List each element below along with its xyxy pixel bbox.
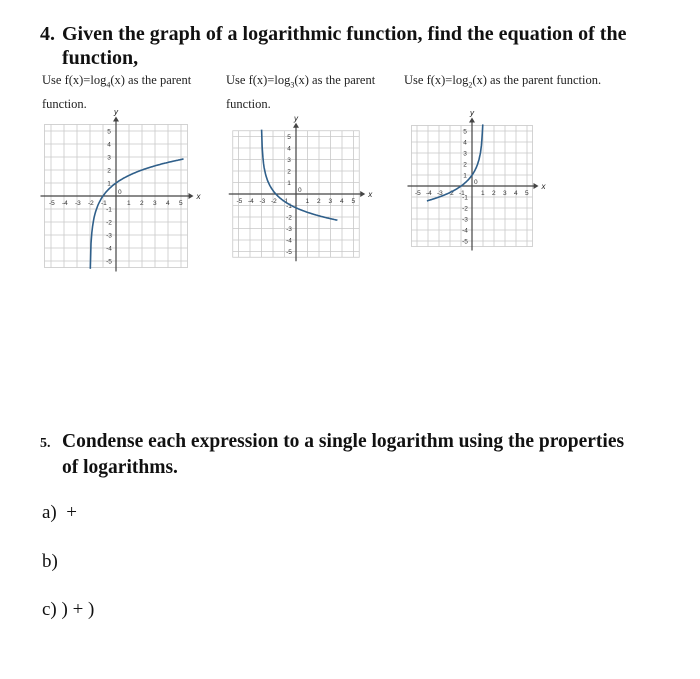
y-tick-label: 3	[287, 157, 291, 164]
log-curve	[427, 124, 483, 200]
caption-graph-3	[404, 71, 601, 95]
x-tick-label: -3	[437, 190, 443, 197]
x-tick-label: -4	[248, 198, 254, 205]
part-c-expression: ) + )	[61, 599, 95, 620]
question-4-line-1: Given the graph of a logarithmic function, find the equation of the	[62, 23, 627, 45]
question-5	[40, 430, 680, 480]
caption-3-base: 2	[468, 80, 473, 90]
y-tick-label: -4	[286, 237, 292, 245]
caption-2-line-2: function.	[226, 96, 271, 111]
graph-3	[404, 104, 544, 254]
y-axis-arrow	[469, 118, 475, 123]
caption-2-prefix: Use f(x)=log	[226, 73, 291, 87]
origin-label: 0	[118, 189, 122, 196]
x-tick-label: -1	[459, 190, 465, 197]
question-5-line-2: of logarithms.	[62, 457, 178, 478]
part-a-label: a)	[42, 502, 57, 523]
y-tick-label: 3	[463, 150, 467, 158]
question-4-line-2: function,	[62, 47, 139, 69]
x-tick-label: 4	[514, 190, 518, 197]
x-tick-label: 5	[179, 200, 183, 207]
part-a-expression: +	[66, 502, 77, 523]
x-tick-label: 3	[153, 200, 157, 207]
origin-label: 0	[474, 179, 478, 186]
y-tick-label: 5	[107, 128, 111, 136]
x-tick-label: 1	[127, 200, 131, 207]
y-tick-label: 1	[463, 172, 467, 180]
x-tick-label: -2	[448, 190, 454, 197]
origin-label: 0	[298, 187, 302, 194]
x-tick-label: 2	[317, 198, 321, 205]
y-tick-label: -1	[462, 194, 468, 202]
y-tick-label: -3	[106, 232, 112, 240]
y-tick-label: 1	[287, 180, 291, 187]
log-curve	[90, 159, 183, 269]
x-tick-label: 3	[328, 198, 333, 205]
x-tick-label: -5	[49, 200, 55, 207]
x-axis-label: x	[196, 192, 201, 201]
graph-1	[40, 104, 210, 264]
part-b-label: b)	[42, 551, 58, 572]
y-tick-label: -3	[286, 226, 292, 233]
question-4	[40, 22, 680, 70]
y-tick-label: -1	[286, 203, 292, 210]
x-tick-label: -1	[101, 200, 107, 207]
y-tick-label: -2	[286, 214, 292, 222]
caption-1-base: 4	[106, 80, 111, 90]
y-tick-label: -5	[462, 238, 468, 246]
y-tick-label: 3	[107, 154, 111, 162]
caption-1-suffix: (x) as the parent	[110, 73, 192, 87]
y-tick-label: 4	[107, 141, 111, 149]
x-axis-arrow	[189, 193, 194, 199]
caption-3-suffix: (x) as the parent function.	[472, 73, 602, 87]
y-tick-label: 2	[107, 167, 111, 175]
y-tick-label: -4	[106, 245, 112, 253]
x-tick-label: 2	[140, 200, 144, 207]
y-axis-arrow	[113, 117, 119, 122]
part-c	[42, 599, 94, 621]
y-tick-label: -5	[286, 249, 292, 256]
x-tick-label: 4	[166, 200, 170, 207]
x-tick-label: 4	[340, 198, 344, 205]
y-tick-label: 4	[463, 139, 467, 147]
graph-2	[228, 104, 378, 264]
x-tick-label: 3	[503, 190, 507, 197]
x-tick-label: 5	[525, 190, 529, 197]
x-tick-label: -2	[88, 200, 94, 207]
caption-2-base: 3	[290, 80, 295, 90]
part-a	[42, 502, 77, 524]
x-axis-arrow	[360, 191, 365, 197]
y-tick-label: -5	[106, 258, 112, 266]
y-axis-arrow	[293, 123, 299, 128]
y-tick-label: 2	[287, 168, 291, 176]
x-axis-label: x	[368, 190, 373, 199]
x-tick-label: -2	[271, 198, 277, 205]
caption-1-line-2: function.	[42, 96, 87, 111]
y-tick-label: -2	[462, 205, 468, 213]
part-c-label: c)	[42, 599, 57, 620]
y-axis-label: y	[294, 113, 298, 123]
x-tick-label: 2	[492, 190, 496, 197]
x-axis-arrow	[534, 183, 539, 189]
y-tick-label: -1	[106, 206, 112, 214]
y-tick-label: 5	[287, 134, 291, 141]
question-4-number: 4.	[40, 23, 55, 45]
caption-2-suffix: (x) as the parent	[294, 73, 376, 87]
x-tick-label: 5	[351, 198, 356, 205]
y-tick-label: 4	[287, 145, 291, 153]
x-tick-label: -4	[426, 190, 432, 197]
x-tick-label: 1	[481, 190, 485, 197]
y-tick-label: -2	[106, 219, 112, 227]
x-axis-label: x	[541, 182, 546, 191]
x-tick-label: -1	[282, 198, 289, 205]
y-axis-label: y	[114, 107, 118, 117]
caption-1-prefix: Use f(x)=log	[42, 73, 107, 87]
question-5-number: 5.	[40, 436, 51, 451]
x-tick-label: -5	[415, 190, 421, 197]
x-tick-label: 1	[305, 198, 310, 205]
y-tick-label: 2	[463, 161, 467, 169]
x-tick-label: -3	[259, 198, 266, 205]
part-b	[42, 551, 58, 573]
y-axis-label: y	[470, 108, 474, 118]
y-tick-label: 1	[107, 180, 111, 188]
x-tick-label: -5	[236, 198, 243, 205]
y-tick-label: -4	[462, 227, 468, 235]
y-tick-label: 5	[463, 128, 467, 136]
x-tick-label: -4	[62, 200, 68, 207]
y-tick-label: -3	[462, 216, 468, 224]
x-tick-label: -3	[75, 200, 81, 207]
caption-3-prefix: Use f(x)=log	[404, 73, 469, 87]
question-5-line-1: Condense each expression to a single logarithm using the properties	[62, 431, 625, 452]
